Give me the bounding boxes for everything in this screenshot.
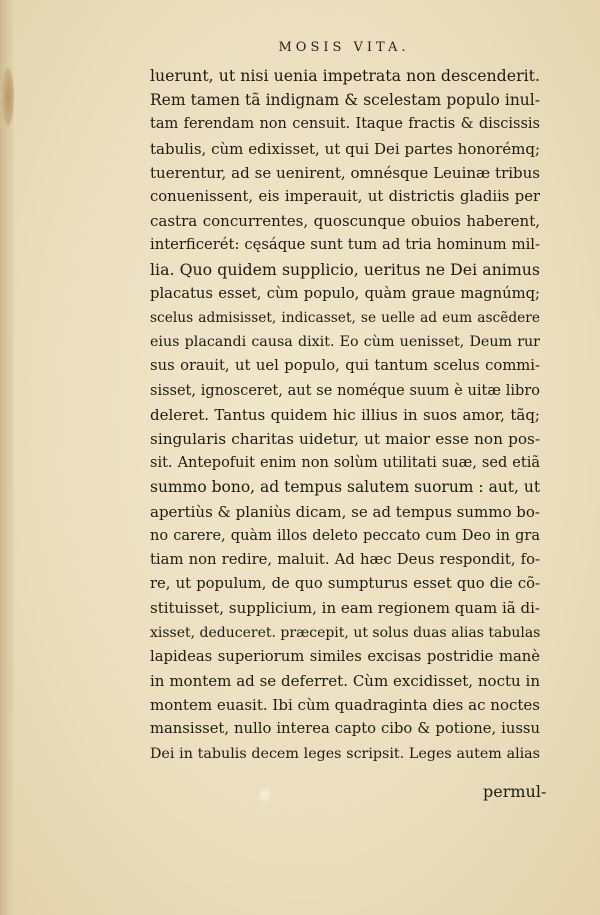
text-line: scelus admisisset, indicasset, se uelle ad eum ascẽdere [150,310,540,327]
running-head: MOSIS VITA. [278,40,410,55]
text-line: sit. Antepofuit enim non solùm utilitati suæ, sed etiã [150,455,540,472]
text-line: no carere, quàm illos deleto peccato cum Deo in gra [150,527,540,544]
text-line: apertiùs & planiùs dicam, se ad tempus summo bo- [150,502,540,521]
text-line: montem euasit. Ibi cùm quadraginta dies ac noctes [150,696,540,715]
text-line: mansisset, nullo interea capto cibo & potione, iussu [150,720,540,738]
paper-stain [2,68,14,126]
text-line: tam ferendam non censuit. Itaque fractis & discissis [150,116,540,133]
text-line: conuenissent, eis imperauit, ut districtis gladiis per [150,188,540,206]
text-line: Dei in tabulis decem leges scripsit. Leges autem alias [150,745,540,762]
body-text [150,64,540,766]
text-line: tuerentur, ad se uenirent, omnésque Leuinæ tribus [150,163,540,182]
text-line: tabulis, cùm edixisset, ut qui Dei partes honorémq; [150,139,540,158]
text-line: eius placandi causa dixit. Eo cùm uenisset, Deum rur [150,334,540,351]
text-line: castra concurrentes, quoscunque obuios haberent, [150,212,540,231]
text-line: luerunt, ut nisi uenia impetrata non descenderit. [150,66,540,85]
text-line: stituisset, supplicium, in eam regionem quam iã di- [150,599,540,618]
text-line: sus orauit, ut uel populo, qui tantum scelus commi- [150,357,540,375]
text-line: xisset, deduceret. præcepit, ut solus duas alias tabulas [150,624,540,641]
catchword: permul- [483,782,547,801]
text-line: singularis charitas uidetur, ut maior esse non pos- [150,430,540,449]
paper-spot [259,788,271,802]
text-line: summo bono, ad tempus salutem suorum : aut, ut [150,478,540,497]
text-line: in montem ad se deferret. Cùm excidisset, noctu in [150,672,540,691]
text-line: lapideas superiorum similes excisas postridie manè [150,647,540,665]
text-line: lia. Quo quidem supplicio, ueritus ne Dei animus [150,259,540,279]
text-line: Rem tamen tã indignam & scelestam populo inul- [150,91,540,110]
text-line: deleret. Tantus quidem hic illius in suos amor, tãq; [150,405,540,424]
page-gutter-edge [0,0,14,915]
text-line: tiam non redire, maluit. Ad hæc Deus respondit, fo- [150,551,540,569]
text-line: re, ut populum, de quo sumpturus esset quo die cõ- [150,575,540,593]
text-line: sisset, ignosceret, aut se noméque suum è uitæ libro [150,382,540,399]
text-line: interficerét: cęsáque sunt tum ad tria hominum mil- [150,236,540,254]
text-line: placatus esset, cùm populo, quàm graue magnúmq; [150,284,540,302]
